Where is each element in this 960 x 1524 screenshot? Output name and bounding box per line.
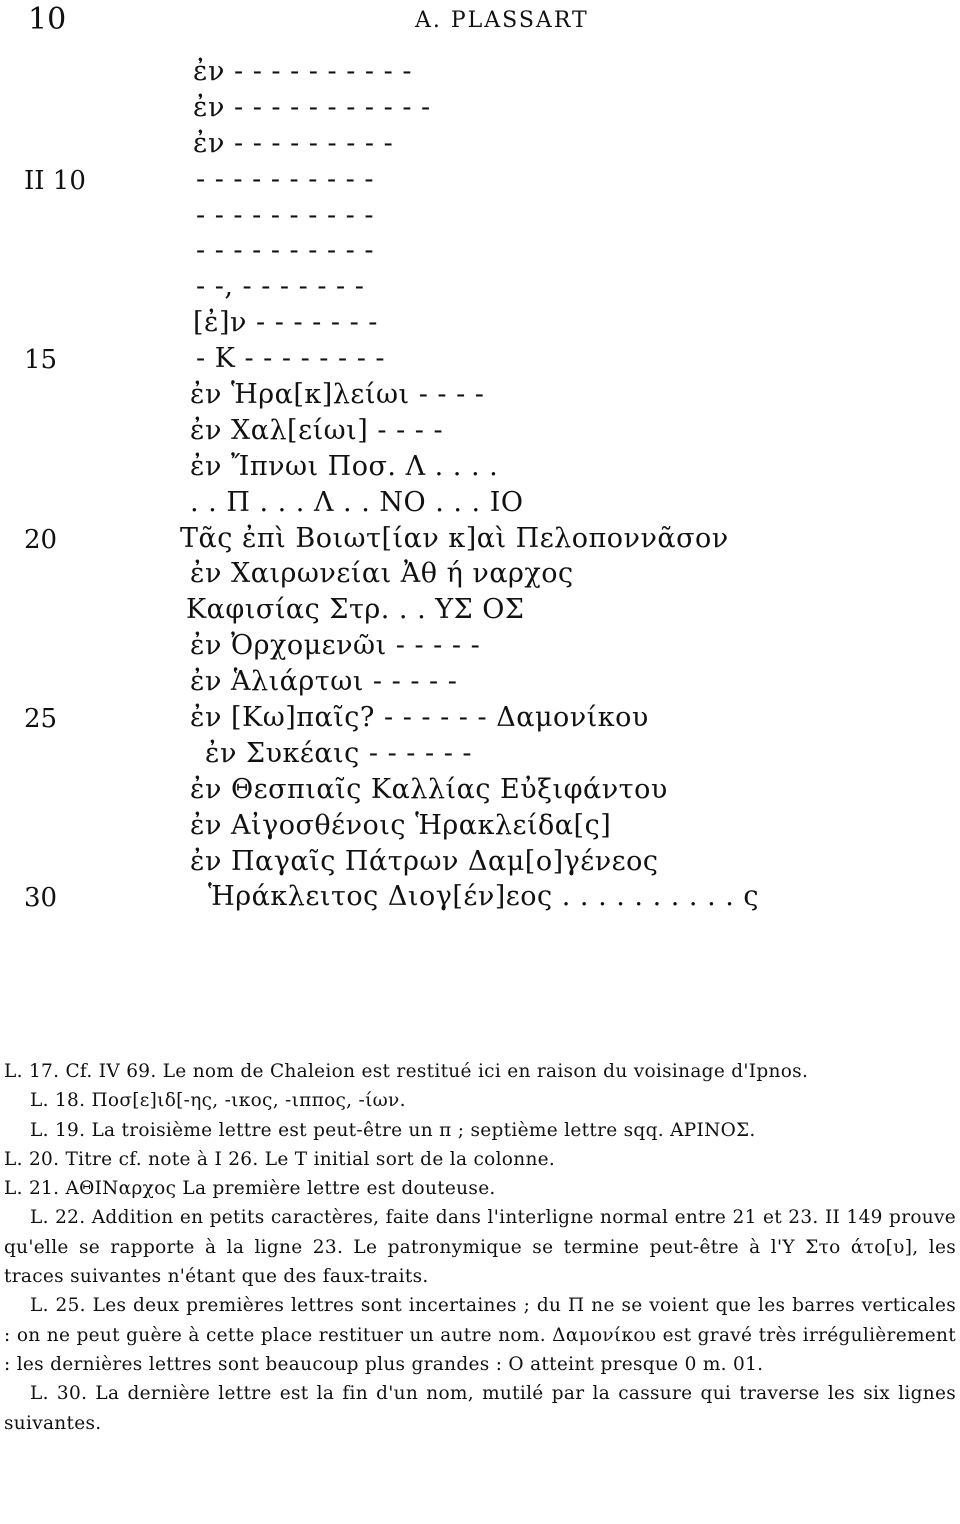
line-number: 25: [24, 704, 58, 735]
note: [4, 1057, 956, 1086]
note-text: L. 30. La dernière lettre est la fin d'un nom, mutilé par la cassure qui traverse les six lignes suivantes.: [4, 1383, 956, 1434]
inscription-line: [0, 267, 960, 303]
inscription-line: [0, 411, 960, 447]
line-text: Ἡράκλειτος Διογ[έν]εος . . . . . . . . . . ς: [208, 881, 760, 913]
inscription-line: [0, 626, 960, 662]
inscription-text: [0, 52, 960, 913]
line-text: . . Π . . . Λ . . ΝΟ . . . ΙΟ: [190, 486, 524, 518]
line-text: Τᾶς ἐπὶ Βοιωτ[ίαν κ]αὶ Πελοποννᾶσον: [180, 522, 729, 554]
line-text: ἐν Θεσπιαῖς Καλλίας Εὐξιφάντου: [190, 773, 668, 805]
inscription-line: [0, 196, 960, 232]
note: [4, 1116, 956, 1145]
inscription-line: [0, 160, 960, 196]
line-text: ἐν - - - - - - - - -: [193, 127, 394, 159]
line-text: - Κ - - - - - - - -: [196, 343, 386, 375]
note: [4, 1291, 956, 1379]
note-text: L. 17. Cf. IV 69. Le nom de Chaleion est restitué ici en raison du voisinage d'Ipnos.: [4, 1061, 809, 1082]
note: [4, 1145, 956, 1174]
page-number: 10: [28, 2, 67, 37]
line-text: ἐν Ἁλιάρτωι - - - - -: [190, 666, 458, 698]
note-text: L. 20. Titre cf. note à I 26. Le Τ initial sort de la colonne.: [4, 1148, 556, 1170]
line-text: ἐν Ἡρα[κ]λείωι - - - -: [190, 379, 485, 411]
inscription-line: [0, 698, 960, 734]
line-text: ἐν - - - - - - - - - -: [193, 56, 412, 87]
line-text: ἐν Χαλ[είωι] - - - -: [190, 414, 444, 446]
note: [4, 1203, 956, 1291]
inscription-line: [0, 554, 960, 590]
inscription-line: [0, 375, 960, 411]
line-text: - - - - - - - - - -: [196, 199, 374, 231]
running-head: A. PLASSART: [415, 8, 589, 33]
inscription-line: [0, 519, 960, 555]
line-text: ἐν Ἴπνωι Ποσ. Λ . . . .: [190, 450, 499, 482]
inscription-line: [0, 52, 960, 88]
line-text: ἐν [Κω]παῖς? - - - - - - Δαμονίκου: [190, 702, 649, 734]
line-text: ἐν Χαιρωνείαι Ἀθ ή ναρχος: [190, 558, 574, 590]
line-text: ἐν - - - - - - - - - - -: [193, 91, 431, 123]
inscription-line: [0, 590, 960, 626]
note: [4, 1086, 956, 1115]
note-text: L. 22. Addition en petits caractères, faite dans l'interligne normal entre 21 et 23. II 149 prouve qu'elle se rapporte à la ligne 23. Le patronymique se termine peut-être à l'Υ Στο άτο[υ], les traces suivantes n'étant que des faux-traits.: [4, 1207, 956, 1288]
line-text: ἐν Συκέαις - - - - - -: [205, 737, 473, 769]
line-number: II 10: [24, 165, 86, 196]
line-text: - -, - - - - - - -: [196, 271, 365, 303]
line-text: Καφισίας Στρ. . . ΥΣ ΟΣ: [186, 594, 525, 626]
note-text: L. 19. La troisième lettre est peut-être un π ; septième lettre sqq. ΑΡΙΝΟΣ.: [30, 1119, 756, 1141]
inscription-line: [0, 877, 960, 913]
inscription-line: [0, 303, 960, 339]
line-text: - - - - - - - - - -: [196, 235, 374, 267]
line-text: ἐν Παγαῖς Πάτρων Δαμ[ο]γένεος: [190, 845, 659, 877]
inscription-line: [0, 770, 960, 806]
note-text: L. 21. ΑΘΙΝαρχος La première lettre est douteuse.: [4, 1178, 496, 1200]
inscription-line: [0, 662, 960, 698]
note: [4, 1174, 956, 1203]
line-text: ἐν Αἰγοσθένοις Ἡρακλείδα[ς]: [190, 809, 612, 841]
line-text: - - - - - - - - - -: [196, 163, 374, 195]
inscription-line: [0, 734, 960, 770]
note-text: L. 25. Les deux premières lettres sont incertaines ; du Π ne se voient que les barres verticales : on ne peut guère à cette place restituer un autre nom. Δαμονίκου est gravé très irrégulièrement : les dernières lettres sont beaucoup plus grandes : Ο atteint presque 0 m. 01.: [4, 1295, 956, 1375]
line-number: 20: [24, 524, 58, 555]
line-number: 30: [24, 883, 58, 914]
inscription-line: [0, 447, 960, 483]
inscription-line: [0, 339, 960, 375]
line-number: 15: [24, 345, 58, 376]
inscription-line: [0, 231, 960, 267]
note: [4, 1379, 956, 1438]
inscription-line: [0, 124, 960, 160]
inscription-line: [0, 88, 960, 124]
line-text: [ἐ]ν - - - - - - -: [193, 307, 378, 339]
note-text: L. 18. Ποσ[ε]ιδ[-ης, -ικος, -ιππος, -ίων.: [30, 1090, 406, 1112]
inscription-line: [0, 483, 960, 519]
inscription-line: [0, 842, 960, 878]
commentary-notes: [4, 1057, 956, 1438]
line-text: ἐν Ὀρχομενῶι - - - - -: [190, 630, 481, 662]
inscription-line: [0, 806, 960, 842]
